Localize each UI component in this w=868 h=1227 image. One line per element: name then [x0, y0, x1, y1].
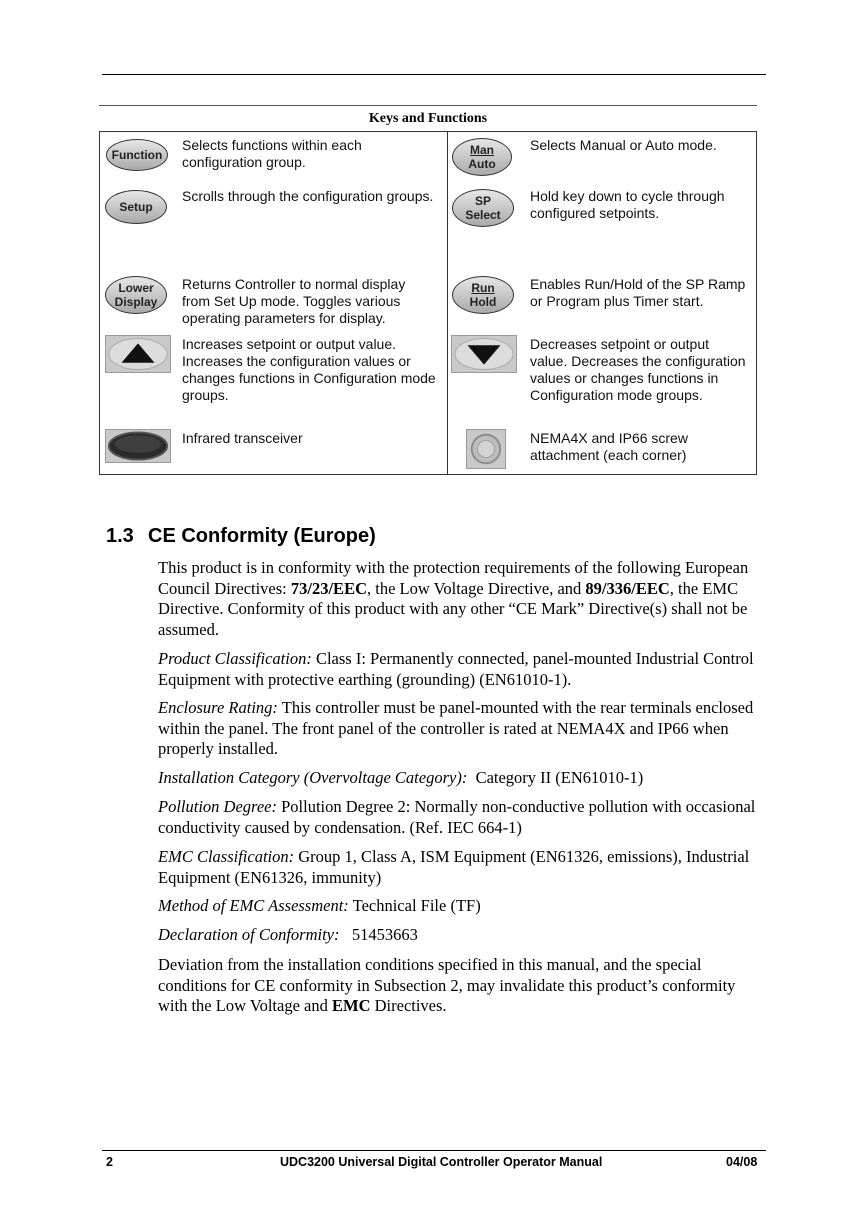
footer-page-number: 2	[106, 1155, 113, 1169]
lower-display-key-desc: Returns Controller to normal display from Set Up mode. Toggles various operating parameters for display.	[182, 276, 406, 326]
keys-table	[99, 131, 757, 475]
function-key: Function	[106, 139, 168, 171]
table-caption: Keys and Functions	[368, 111, 488, 126]
declaration-of-conformity: Declaration of Conformity: 51453663	[158, 925, 418, 944]
emc-classification: EMC Classification: Group 1, Class A, ISM Equipment (EN61326, emissions), Industrial Equipment (EN61326, immunity)	[158, 847, 750, 887]
section-title: CE Conformity (Europe)	[148, 525, 376, 547]
section-number: 1.3	[106, 525, 134, 547]
infrared-transceiver-desc: Infrared transceiver	[182, 430, 303, 446]
footer-title: UDC3200 Universal Digital Controller Operator Manual	[280, 1155, 603, 1169]
installation-category: Installation Category (Overvoltage Category): Category II (EN61010-1)	[158, 768, 644, 787]
down-arrow-icon	[451, 335, 517, 373]
setup-key-desc: Scrolls through the configuration groups.	[182, 188, 434, 204]
setup-key: Setup	[105, 190, 167, 224]
section-heading	[106, 525, 376, 548]
enclosure-rating: Enclosure Rating: This controller must be panel-mounted with the rear terminals enclosed within the panel. The front panel of the controller is rated at NEMA4X and IP66 when properly installed.	[158, 698, 754, 758]
screw-attachment-desc: NEMA4X and IP66 screw attachment (each corner)	[530, 430, 688, 463]
sp-select-key-desc: Hold key down to cycle through configured setpoints.	[530, 188, 725, 221]
screw-attachment-icon	[466, 429, 506, 469]
product-classification: Product Classification: Class I: Permanently connected, panel-mounted Industrial Control Equipment with protective earthing (grounding) (EN61010-1).	[158, 649, 754, 689]
man-auto-key-desc: Selects Manual or Auto mode.	[530, 137, 717, 153]
emc-assessment: Method of EMC Assessment: Technical File (TF)	[158, 896, 481, 915]
header-rule	[102, 74, 766, 75]
man-auto-key: Man Auto	[452, 138, 512, 176]
footer-date: 04/08	[726, 1155, 758, 1169]
footer-rule	[102, 1150, 766, 1151]
run-hold-key: Run Hold	[452, 276, 514, 314]
infrared-transceiver-icon	[105, 429, 171, 463]
sp-select-key: SP Select	[452, 189, 514, 227]
table-top-rule	[99, 105, 757, 106]
closing-paragraph: Deviation from the installation conditions specified in this manual, and the special conditions for CE conformity in Subsection 2, may invalidate this product’s conformity with the Low Voltage and EMC Directives.	[158, 955, 736, 1015]
function-key-desc: Selects functions within each configuration group.	[182, 137, 362, 170]
up-arrow-key-desc: Increases setpoint or output value. Increases the configuration values or changes functions in Configuration mode groups.	[182, 336, 436, 403]
lower-display-key: Lower Display	[105, 276, 167, 314]
up-arrow-icon	[105, 335, 171, 373]
down-arrow-key-desc: Decreases setpoint or output value. Decreases the configuration values or changes functions in Configuration mode groups.	[530, 336, 746, 403]
run-hold-key-desc: Enables Run/Hold of the SP Ramp or Program plus Timer start.	[530, 276, 746, 309]
intro-paragraph: This product is in conformity with the protection requirements of the following European Council Directives: 73/23/EEC, the Low Voltage Directive, and 89/336/EEC, the EMC Directive. Conformity of this product with any other “CE Mark” Directive(s) shall not be assumed.	[158, 558, 749, 639]
pollution-degree: Pollution Degree: Pollution Degree 2: Normally non-conductive pollution with occasional conductivity caused by condensation. (Ref. IEC 664-1)	[158, 797, 756, 837]
